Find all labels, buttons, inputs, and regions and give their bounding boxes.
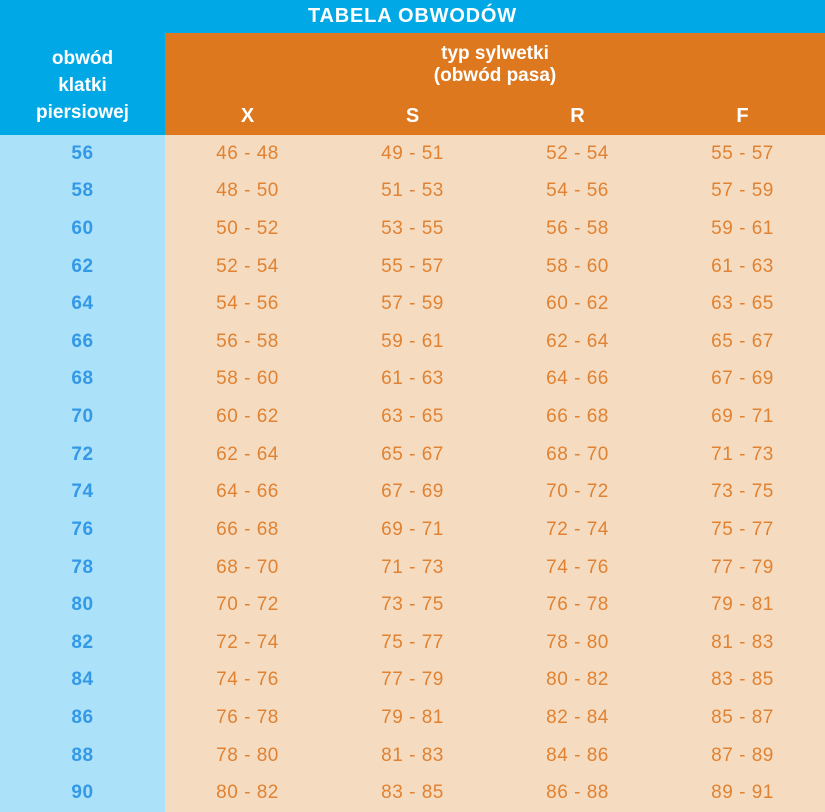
value-cell: 59 - 61 <box>330 323 495 361</box>
chest-cell: 88 <box>0 737 165 775</box>
value-cell: 63 - 65 <box>330 398 495 436</box>
row-header-label <box>0 33 165 135</box>
column-group-line-2: (obwód pasa) <box>433 65 557 86</box>
value-cell: 80 - 82 <box>165 774 330 812</box>
value-cell: 79 - 81 <box>330 699 495 737</box>
value-cell: 84 - 86 <box>495 737 660 775</box>
value-cell: 82 - 84 <box>495 699 660 737</box>
value-cell: 57 - 59 <box>660 173 825 211</box>
value-cell: 62 - 64 <box>495 323 660 361</box>
value-cell: 54 - 56 <box>495 173 660 211</box>
row-header-line-2: klatki <box>58 74 107 96</box>
value-cell: 52 - 54 <box>165 248 330 286</box>
value-cell: 59 - 61 <box>660 210 825 248</box>
value-cell: 67 - 69 <box>660 361 825 399</box>
chest-cell: 84 <box>0 662 165 700</box>
chest-cell: 58 <box>0 173 165 211</box>
value-cell: 66 - 68 <box>495 398 660 436</box>
chest-cell: 68 <box>0 361 165 399</box>
table-body <box>0 135 825 812</box>
value-cell: 86 - 88 <box>495 774 660 812</box>
value-cell: 50 - 52 <box>165 210 330 248</box>
value-cell: 72 - 74 <box>165 624 330 662</box>
value-cell: 75 - 77 <box>330 624 495 662</box>
chest-cell: 76 <box>0 511 165 549</box>
table-title-bar <box>0 0 825 33</box>
value-cell: 87 - 89 <box>660 737 825 775</box>
value-cell: 63 - 65 <box>660 285 825 323</box>
value-cell: 75 - 77 <box>660 511 825 549</box>
value-cell: 58 - 60 <box>495 248 660 286</box>
value-cell: 68 - 70 <box>165 549 330 587</box>
column-header-f: F <box>736 105 749 127</box>
value-cell: 78 - 80 <box>495 624 660 662</box>
chest-cell: 74 <box>0 473 165 511</box>
value-cell: 71 - 73 <box>660 436 825 474</box>
value-cell: 57 - 59 <box>330 285 495 323</box>
chest-cell: 72 <box>0 436 165 474</box>
column-group-header <box>165 33 825 135</box>
value-cell: 55 - 57 <box>330 248 495 286</box>
value-cell: 53 - 55 <box>330 210 495 248</box>
column-group-label <box>165 33 825 87</box>
value-cell: 65 - 67 <box>660 323 825 361</box>
chest-cell: 66 <box>0 323 165 361</box>
value-cell: 72 - 74 <box>495 511 660 549</box>
value-cell: 70 - 72 <box>495 473 660 511</box>
value-cell: 46 - 48 <box>165 135 330 173</box>
value-cell: 60 - 62 <box>495 285 660 323</box>
table-title: TABELA OBWODÓW <box>308 5 517 27</box>
value-cell: 78 - 80 <box>165 737 330 775</box>
value-cell: 51 - 53 <box>330 173 495 211</box>
chest-cell: 80 <box>0 586 165 624</box>
chest-cell: 60 <box>0 210 165 248</box>
table-header <box>0 0 825 135</box>
value-cell: 79 - 81 <box>660 586 825 624</box>
value-cell: 81 - 83 <box>660 624 825 662</box>
value-cell: 54 - 56 <box>165 285 330 323</box>
value-cell: 65 - 67 <box>330 436 495 474</box>
value-cell: 74 - 76 <box>495 549 660 587</box>
chest-cell: 62 <box>0 248 165 286</box>
column-header-x: X <box>240 105 255 127</box>
value-cell: 73 - 75 <box>660 473 825 511</box>
value-cell: 69 - 71 <box>660 398 825 436</box>
value-cell: 77 - 79 <box>660 549 825 587</box>
value-cell: 83 - 85 <box>660 662 825 700</box>
value-cell: 48 - 50 <box>165 173 330 211</box>
chest-cell: 70 <box>0 398 165 436</box>
chest-cell: 86 <box>0 699 165 737</box>
column-group-line-1: typ sylwetki <box>441 43 549 64</box>
value-cell: 81 - 83 <box>330 737 495 775</box>
value-cell: 56 - 58 <box>495 210 660 248</box>
value-cell: 77 - 79 <box>330 662 495 700</box>
value-cell: 58 - 60 <box>165 361 330 399</box>
value-cell: 61 - 63 <box>330 361 495 399</box>
value-cell: 69 - 71 <box>330 511 495 549</box>
value-cell: 76 - 78 <box>495 586 660 624</box>
value-cell: 76 - 78 <box>165 699 330 737</box>
chest-cell: 82 <box>0 624 165 662</box>
value-cell: 62 - 64 <box>165 436 330 474</box>
chest-cell: 64 <box>0 285 165 323</box>
value-cell: 55 - 57 <box>660 135 825 173</box>
value-cell: 71 - 73 <box>330 549 495 587</box>
value-cell: 60 - 62 <box>165 398 330 436</box>
value-cell: 80 - 82 <box>495 662 660 700</box>
row-header-line-3: piersiowej <box>36 101 129 123</box>
value-cell: 61 - 63 <box>660 248 825 286</box>
value-cell: 70 - 72 <box>165 586 330 624</box>
chest-cell: 90 <box>0 774 165 812</box>
value-cell: 56 - 58 <box>165 323 330 361</box>
value-cell: 67 - 69 <box>330 473 495 511</box>
value-cell: 49 - 51 <box>330 135 495 173</box>
value-cell: 74 - 76 <box>165 662 330 700</box>
value-cell: 83 - 85 <box>330 774 495 812</box>
column-letters-row <box>165 105 825 135</box>
column-header-r: R <box>570 105 585 127</box>
value-cell: 73 - 75 <box>330 586 495 624</box>
value-cell: 66 - 68 <box>165 511 330 549</box>
column-header-s: S <box>405 105 420 127</box>
chest-cell: 78 <box>0 549 165 587</box>
value-cell: 85 - 87 <box>660 699 825 737</box>
chest-cell: 56 <box>0 135 165 173</box>
value-cell: 68 - 70 <box>495 436 660 474</box>
value-cell: 52 - 54 <box>495 135 660 173</box>
value-cell: 89 - 91 <box>660 774 825 812</box>
value-cell: 64 - 66 <box>495 361 660 399</box>
value-cell: 64 - 66 <box>165 473 330 511</box>
row-header-line-1: obwód <box>51 47 114 69</box>
